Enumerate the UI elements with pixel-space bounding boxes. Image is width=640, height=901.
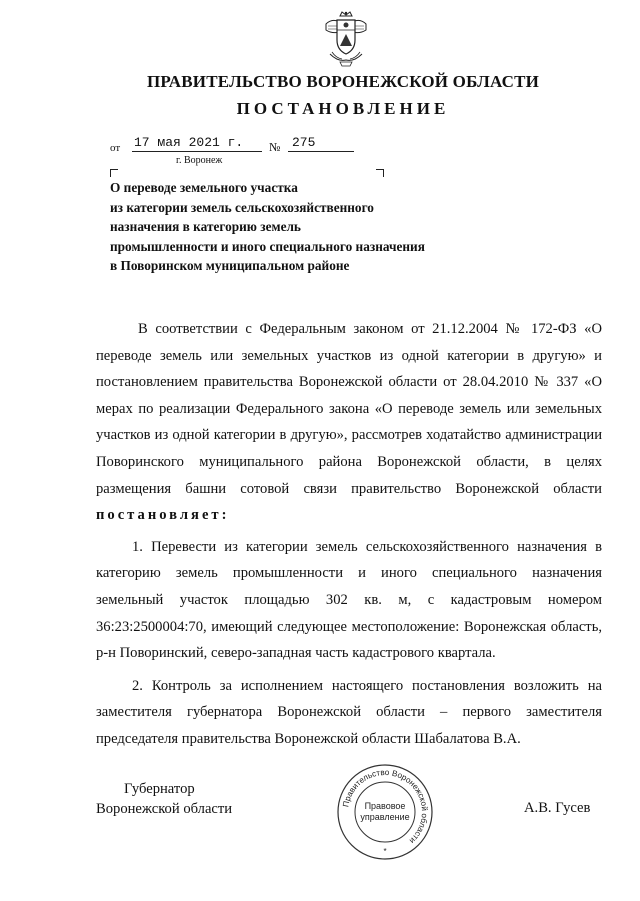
resolution-item-2: 2. Контроль за исполнением настоящего постановления возложить на заместителя губернатора Воронежской области – первого заместителя председателя правительства Воронежской области Шабалатова В.А.: [96, 677, 602, 747]
subject-corner-left: [110, 169, 118, 177]
signatory-title: [96, 779, 266, 819]
preamble-paragraph: [96, 316, 602, 529]
seal-center-line2: управление: [360, 812, 410, 822]
date-number-row: [110, 135, 370, 155]
resolves-keyword: постановляет:: [96, 507, 230, 524]
number-label: №: [269, 140, 281, 154]
seal-center-line1: Правовое: [364, 801, 406, 811]
document-body: [96, 316, 602, 753]
voronezh-coat-of-arms-icon: [322, 10, 370, 68]
signatory-name: А.В. Гусев: [524, 800, 591, 816]
seal-star: *: [383, 847, 387, 856]
document-subject: [110, 178, 510, 276]
subject-line: промышленности и иного специального назначения: [110, 238, 425, 254]
city-label: г. Воронеж: [176, 155, 223, 166]
document-number: 275: [288, 135, 354, 152]
round-seal-stamp-icon: [336, 763, 434, 861]
government-title: ПРАВИТЕЛЬСТВО ВОРОНЕЖСКОЙ ОБЛАСТИ: [146, 72, 540, 91]
date-label: от: [110, 142, 121, 154]
subject-line: назначения в категорию земель: [110, 219, 301, 234]
preamble-text: В соответствии с Федеральным законом от 21.12.2004 № 172-ФЗ «О переводе земель или земельных участков из одной категории в другую» и постановлением правительства Воронежской области от 28.04.2010 № 337 «О мерах по реализации Федерального закона «О переводе земель или земельных участков из одной категории в другую», рассмотрев ходатайство администрации Поворинского муниципального района Воронежской области, в целях размещения башни сотовой связи правительство Воронежской области: [96, 321, 602, 497]
subject-line: из категории земель сельскохозяйственного: [110, 199, 374, 215]
signatory-position: Губернатор: [124, 781, 195, 797]
document-date: 17 мая 2021 г.: [132, 135, 262, 152]
signatory-region: Воронежской области: [96, 801, 233, 817]
subject-line: О переводе земельного участка: [110, 180, 298, 195]
subject-line: в Поворинском муниципальном районе: [110, 258, 350, 273]
resolution-item-1: 1. Перевести из категории земель сельскохозяйственного назначения в категорию земель промышленности и иного специального назначения земельный участок площадью 302 кв. м, с кадастровым номером 36:23:2500004:70, имеющий следующее местоположение: Воронежская область, р-н Поворинский, северо-западная часть кадастрового квартала.: [96, 538, 602, 662]
document-type-title: ПОСТАНОВЛЕНИЕ: [236, 99, 450, 118]
subject-corner-right: [376, 169, 384, 177]
svg-text:Правительство Воронежской обла: Правительство Воронежской области: [341, 767, 430, 846]
